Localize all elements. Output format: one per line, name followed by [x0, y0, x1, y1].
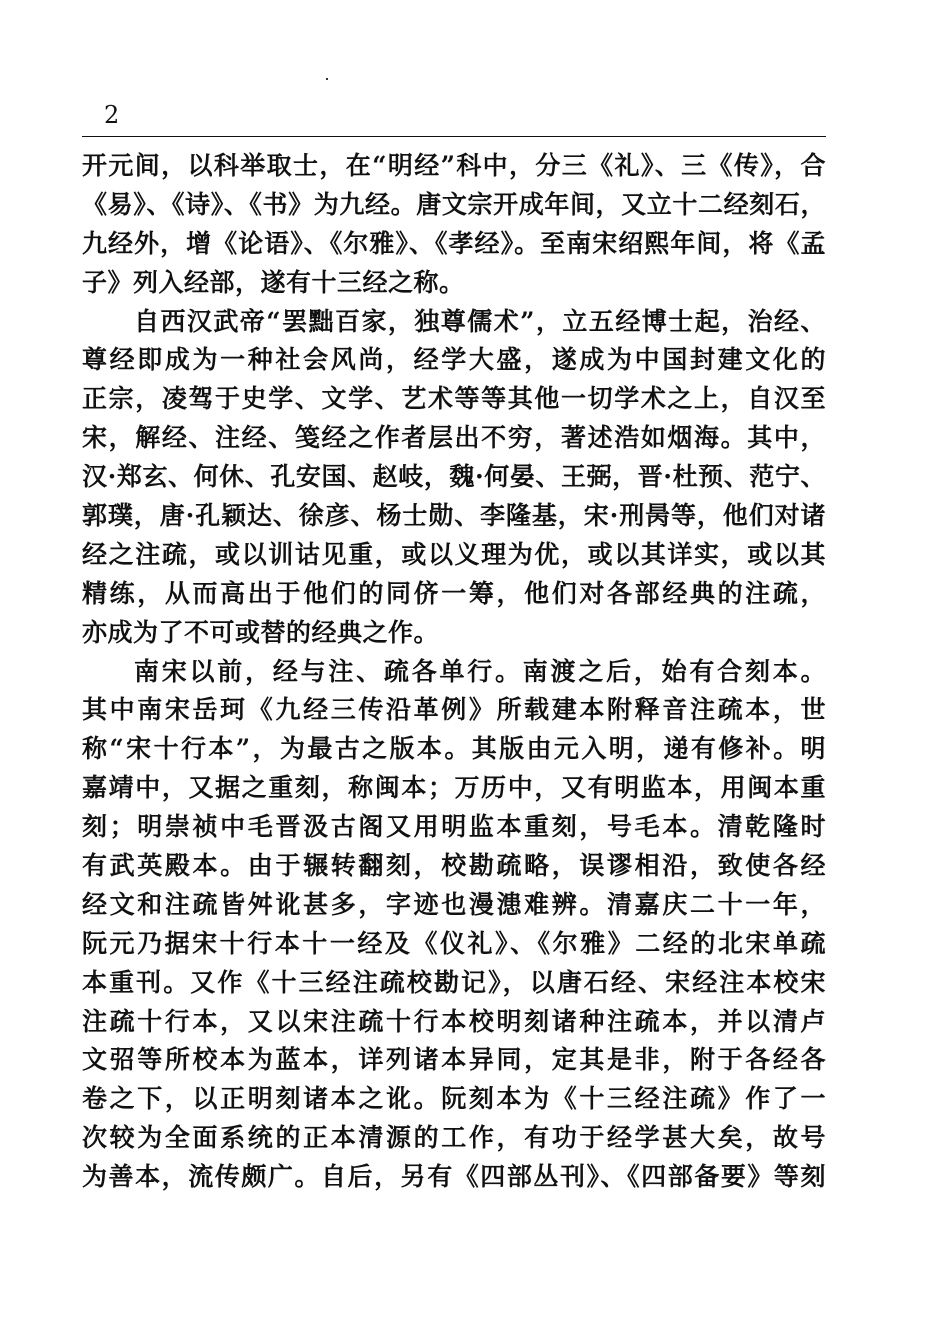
text-line: 子》列入经部，遂有十三经之称。: [82, 267, 465, 297]
text-line: 阮元乃据宋十行本十一经及《仪礼》、《尔雅》二经的北宋单疏: [82, 928, 826, 958]
text-line: 开元间，以科举取士，在“明经”科中，分三《礼》、三《传》，合: [82, 151, 826, 180]
text-line: 经之注疏，或以训诂见重，或以义理为优，或以其详实，或以其: [82, 539, 826, 569]
text-line: 其中南宋岳珂《九经三传沿革例》所载建本附释音注疏本，世: [82, 695, 826, 725]
text-line: 称“宋十行本”，为最古之版本。其版由元入明，递有修补。明: [82, 734, 826, 764]
text-line: 尊经即成为一种社会风尚，经学大盛，遂成为中国封建文化的: [82, 345, 826, 375]
scan-speck: [326, 78, 328, 80]
text-line: 精练，从而高出于他们的同侪一筹，他们对各部经典的注疏，: [82, 578, 826, 608]
text-line: 注疏十行本，又以宋注疏十行本校明刻诸种注疏本，并以清卢: [82, 1006, 826, 1036]
text-line: 九经外，增《论语》、《尔雅》、《孝经》。至南宋绍熙年间，将《孟: [82, 228, 826, 258]
text-line: 亦成为了不可或替的经典之作。: [82, 617, 440, 647]
text-line: 汉·郑玄、何休、孔安国、赵岐，魏·何晏、王弼，晋·杜预、范宁、: [82, 462, 826, 492]
header-rule: [82, 136, 826, 137]
text-line: 次较为全面系统的正本清源的工作，有功于经学甚大矣，故号: [82, 1123, 826, 1153]
text-line: 本重刊。又作《十三经注疏校勘记》，以唐石经、宋经注本校宋: [82, 967, 826, 997]
text-line: 嘉靖中，又据之重刻，称闽本；万历中，又有明监本，用闽本重: [82, 773, 826, 803]
body-text: [82, 147, 826, 1197]
text-line: 正宗，凌驾于史学、文学、艺术等等其他一切学术之上，自汉至: [82, 384, 826, 414]
text-line: 有武英殿本。由于辗转翻刻，校勘疏略，误谬相沿，致使各经: [82, 851, 826, 881]
text-line: 宋，解经、注经、笺经之作者层出不穷，著述浩如烟海。其中，: [82, 423, 826, 453]
text-line: 经文和注疏皆舛讹甚多，字迹也漫漶难辨。清嘉庆二十一年，: [82, 889, 826, 919]
text-line: 卷之下，以正明刻诸本之讹。阮刻本为《十三经注疏》作了一: [82, 1084, 826, 1114]
page-number: 2: [104, 101, 120, 129]
text-line: 郭璞，唐·孔颖达、徐彦、杨士勋、李隆基，宋·刑昺等，他们对诸: [82, 501, 826, 531]
text-line: 为善本，流传颇广。自后，另有《四部丛刊》、《四部备要》等刻: [82, 1162, 826, 1192]
text-line: 南宋以前，经与注、疏各单行。南渡之后，始有合刻本。: [134, 656, 826, 686]
text-line: 自西汉武帝“罢黜百家，独尊儒术”，立五经博士起，治经、: [134, 306, 826, 336]
text-line: 文弨等所校本为蓝本，详列诸本异同，定其是非，附于各经各: [82, 1045, 826, 1075]
text-line: 刻；明崇祯中毛晋汲古阁又用明监本重刻，号毛本。清乾隆时: [82, 812, 826, 842]
text-line: 《易》、《诗》、《书》为九经。唐文宗开成年间，又立十二经刻石，: [82, 189, 826, 219]
